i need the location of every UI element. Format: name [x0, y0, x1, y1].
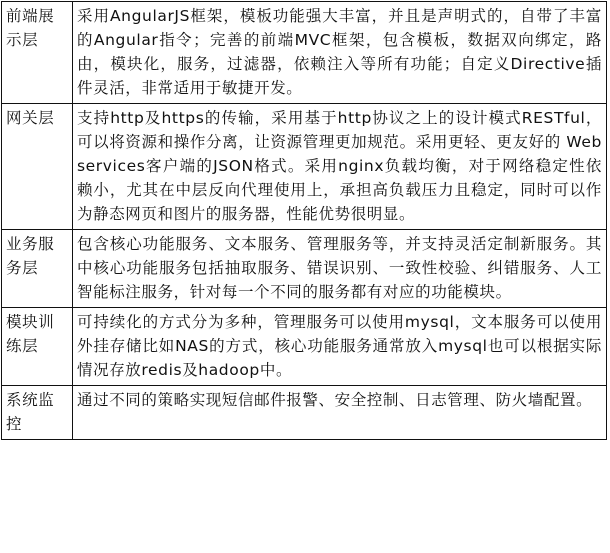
layer-name-cell: 网关层: [2, 104, 73, 230]
table-row-gateway: [2, 104, 607, 230]
table-row-business-service: [2, 230, 607, 308]
table-row-monitoring: [2, 386, 607, 440]
layer-description-cell: 采用AngularJS框架，模板功能强大丰富，并且是声明式的，自带了丰富的Angular指令；完善的前端MVC框架，包含模板，数据双向绑定，路由，模块化，服务，过滤器，依赖注入等所有功能；自定义Directive插件灵活，非常适用于敏捷开发。: [73, 2, 607, 104]
layer-name-cell: 模块训练层: [2, 308, 73, 386]
table-row-model-training: [2, 308, 607, 386]
layer-description-cell: 通过不同的策略实现短信邮件报警、安全控制、日志管理、防火墙配置。: [73, 386, 607, 440]
layer-name-cell: 系统监控: [2, 386, 73, 440]
table-row-frontend: [2, 2, 607, 104]
layer-description-cell: 支持http及https的传输，采用基于http协议之上的设计模式RESTful，可以将资源和操作分离，让资源管理更加规范。采用更轻、更友好的 Web services客户端的JSON格式。采用nginx负载均衡，对于网络稳定性依赖小，尤其在中层反向代理使用上，承担高负载压力且稳定，同时可以作为静态网页和图片的服务器，性能优势很明显。: [73, 104, 607, 230]
layer-name-cell: 业务服务层: [2, 230, 73, 308]
layer-description-cell: 可持续化的方式分为多种，管理服务可以使用mysql，文本服务可以使用外挂存储比如NAS的方式，核心功能服务通常放入mysql也可以根据实际情况存放redis及hadoop中。: [73, 308, 607, 386]
layer-description-cell: 包含核心功能服务、文本服务、管理服务等，并支持灵活定制新服务。其中核心功能服务包括抽取服务、错误识别、一致性校验、纠错服务、人工智能标注服务，针对每一个不同的服务都有对应的功能模块。: [73, 230, 607, 308]
architecture-table: [1, 1, 607, 440]
layer-name-cell: 前端展示层: [2, 2, 73, 104]
